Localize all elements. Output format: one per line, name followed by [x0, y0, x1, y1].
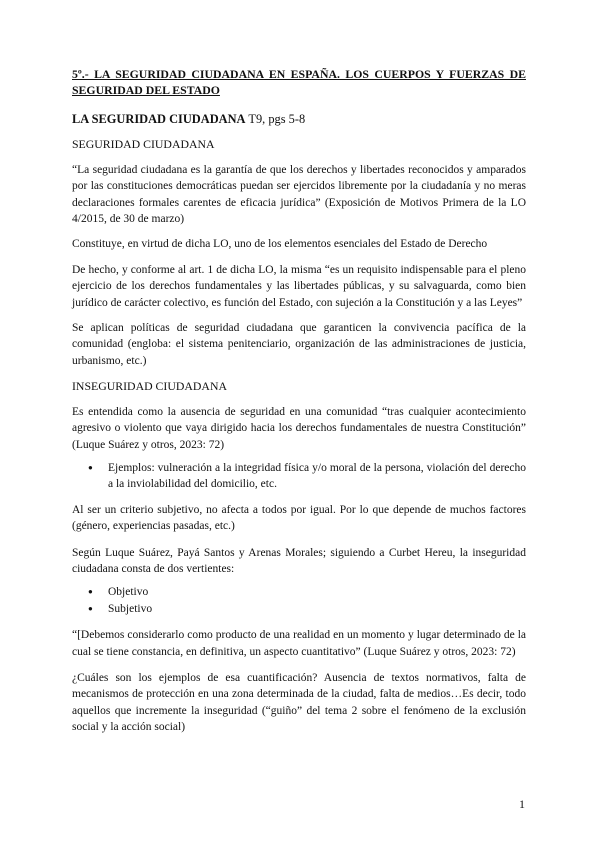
paragraph-8: “[Debemos considerarlo como producto de una realidad en un momento y lugar determinado de la cual se tiene constancia, en definitiva, un aspecto cuantitativo” (Luque Suárez y otros, 2023: 72): [72, 629, 526, 658]
page-number: 1: [519, 797, 525, 811]
section-subtitle: [72, 111, 526, 127]
list-item: ● Ejemplos: vulneración a la integridad física y/o moral de la persona, violación del derecho a la inviolabilidad del domicilio, etc.: [108, 460, 526, 493]
paragraph-3: De hecho, y conforme al art. 1 de dicha LO, la misma “es un requisito indispensable para el pleno ejercicio de los derechos fundamentales y las libertades públicas, y su salvaguarda, como bien jurídico de carácter colectivo, es función del Estado, con sujeción a la Constitución y a las Leyes”: [72, 263, 526, 309]
paragraph-2: Constituye, en virtud de dicha LO, uno de los elementos esenciales del Estado de Derecho: [72, 238, 488, 251]
paragraph-4: Se aplican políticas de seguridad ciudadana que garanticen la convivencia pacífica de la comunidad (engloba: el sistema penitenciario, organización de las administraciones de justicia, urbanismo, etc.): [72, 322, 526, 367]
page-content: [72, 66, 526, 736]
paragraph-9: ¿Cuáles son los ejemplos de esa cuantificación? Ausencia de textos normativos, falta de mecanismos de protección en una zona determinada de la ciudad, falta de medios…Es decir, todo aquellos que incremente la inseguridad (“guiño” del tema 2 sobre el fenómeno de la exclusión social y la acción social): [72, 671, 526, 734]
list-item: ● Subjetivo: [108, 601, 526, 617]
examples-list: [72, 460, 526, 493]
subtitle-rest: T9, pgs 5-8: [245, 112, 306, 126]
document-title: 5º.- LA SEGURIDAD CIUDADANA EN ESPAÑA. LOS CUERPOS Y FUERZAS DE SEGURIDAD DEL ESTADO: [72, 67, 526, 97]
paragraph-1: “La seguridad ciudadana es la garantía de que los derechos y libertades reconocidos y amparados por las constituciones democráticas puedan ser ejercidos libremente por la ciudadanía y no meras declaraciones formales carentes de eficacia jurídica” (Exposición de Motivos Primera de la LO 4/2015, de 30 de marzo): [72, 163, 526, 226]
heading-seguridad-ciudadana: SEGURIDAD CIUDADANA: [72, 137, 215, 152]
paragraph-5: Es entendida como la ausencia de seguridad en una comunidad “tras cualquier acontecimiento agresivo o violento que vaya dirigido hacia los derechos fundamentales de nuestra Constitución” (Luque Suárez y otros, 2023: 72): [72, 405, 526, 451]
paragraph-6: Al ser un criterio subjetivo, no afecta a todos por igual. Por lo que depende de muchos factores (género, experiencias pasadas, etc.): [72, 503, 526, 533]
vertientes-list: [72, 584, 526, 617]
paragraph-7: Según Luque Suárez, Payá Santos y Arenas Morales; siguiendo a Curbet Hereu, la inseguridad ciudadana consta de dos vertientes:: [72, 546, 526, 575]
heading-inseguridad-ciudadana: INSEGURIDAD CIUDADANA: [72, 379, 227, 394]
subtitle-bold: LA SEGURIDAD CIUDADANA: [72, 112, 246, 126]
list-item: ● Objetivo: [108, 584, 526, 600]
